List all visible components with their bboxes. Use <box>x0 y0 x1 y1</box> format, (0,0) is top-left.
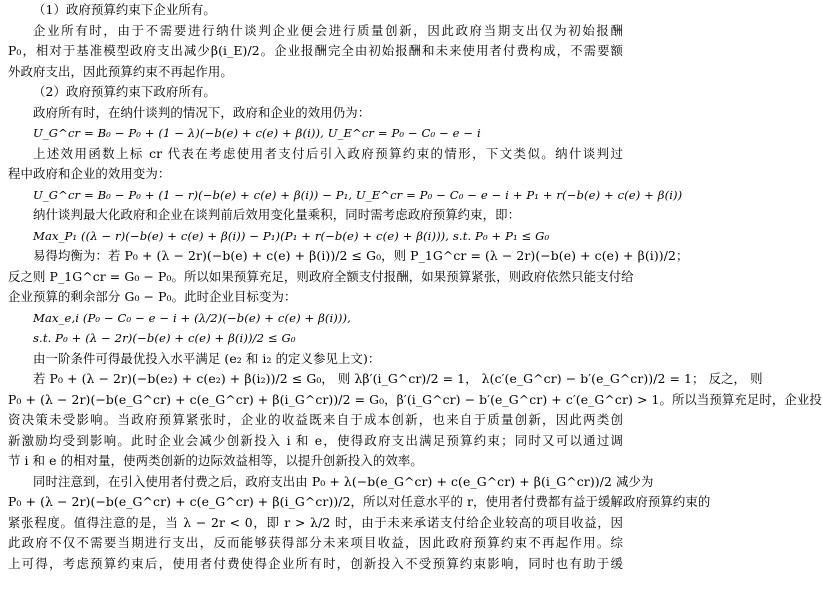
text-line: Max_e,i (P₀ − C₀ − e − i + (λ/2)(−b(e) + c(e) + β(i))), <box>33 310 351 325</box>
text-line: 由一阶条件可得最优投入水平满足 (e₂ 和 i₂ 的定义参见上文)： <box>33 350 381 366</box>
text-line: 此政府不仅不需要当期进行支出，反而能够获得部分未来项目收益，因此政府预算约束不再起作用。综 <box>8 535 623 550</box>
text-line: 资决策未受影响。当政府预算紧张时，企业的收益既来自于成本创新，也来自于质量创新，因此两类创 <box>8 412 623 427</box>
text-line: （2）政府预算约束下政府所有。 <box>33 84 216 99</box>
text-line: 纳什谈判最大化政府和企业在谈判前后效用变化量乘积，同时需考虑政府预算约束，即： <box>33 207 521 222</box>
text-line: 上可得，考虑预算约束后，使用者付费使得企业所有时，创新投入不受预算约束影响，同时也有助于缓 <box>8 555 623 571</box>
text-line: P₀ + (λ − 2r)(−b(e_G^cr) + c(e_G^cr) + β(i_G^cr))/2，所以对任意水平的 r，使用者付费都有益于缓解政府预算约束的 <box>8 494 711 509</box>
text-line: 反之则 P_1G^cr = G₀ − P₀。所以如果预算充足，则政府全额支付报酬，如果预算紧张，则政府依然只能支付给 <box>8 268 634 284</box>
text-line: 同时注意到，在引入使用者付费之后，政府支出由 P₀ + λ(−b(e_G^cr) + c(e_G^cr) + β(i_G^cr))/2 减少为 <box>33 473 654 489</box>
text-line: P₀，相对于基准模型政府支出减少β(i_E)/2。企业报酬完全由初始报酬和未来使用者付费构成，不需要额 <box>8 43 623 58</box>
text-line: P₀ + (λ − 2r)(−b(e_G^cr) + c(e_G^cr) + β(i_G^cr))/2 = G₀，β′(i_G^cr) − b′(e_G^cr) + c′(e_G^cr) > 1。所以当预算充足时，企业投 <box>8 391 822 407</box>
text-line: （1）政府预算约束下企业所有。 <box>33 2 216 17</box>
text-line: 政府所有时，在纳什谈判的情况下，政府和企业的效用仍为： <box>33 104 371 120</box>
text-line: 紧张程度。值得注意的是，当 λ − 2r < 0，即 r > λ/2 时，由于未来承诺支付给企业较高的项目收益，因 <box>8 514 623 530</box>
text-line: 若 P₀ + (λ − 2r)(−b(e₂) + c(e₂) + β(i₂))/2 ≤ G₀， 则 λβ′(i_G^cr)/2 = 1， λ(c′(e_G^cr) − b′(e_G^cr))/2 = 1； 反之， 则 <box>33 371 763 386</box>
text-line: 易得均衡为：若 P₀ + (λ − 2r)(−b(e) + c(e) + β(i))/2 ≤ G₀，则 P_1G^cr = (λ − 2r)(−b(e) + c(e) + β(i))/2； <box>33 248 689 263</box>
text-line: 上述效用函数上标 cr 代表在考虑使用者支付后引入政府预算约束的情形，下文类似。纳什谈判过 <box>33 145 623 161</box>
text-line: 企业所有时，由于不需要进行纳什谈判企业便会进行质量创新，因此政府当期支出仅为初始报酬 <box>33 22 623 38</box>
text-line: Max_P₁ ((λ − r)(−b(e) + c(e) + β(i)) − P₁)(P₁ + r(−b(e) + c(e) + β(i))), s.t. P₀ + P₁ ≤ G₀ <box>33 228 550 243</box>
text-line: 节 i 和 e 的相对量，使两类创新的边际效益相等，以提升创新投入的效率。 <box>8 453 423 468</box>
text-line: 外政府支出，因此预算约束不再起作用。 <box>8 63 233 79</box>
text-line: s.t. P₀ + (λ − 2r)(−b(e) + c(e) + β(i))/2 ≤ G₀ <box>33 331 296 345</box>
text-line: 企业预算的剩余部分 G₀ − P₀。此时企业目标变为： <box>8 289 297 304</box>
text-line: 程中政府和企业的效用变为： <box>8 166 171 181</box>
text-line: 新激励均受到影响。此时企业会减少创新投入 i 和 e，使得政府支出满足预算约束；同时又可以通过调 <box>8 432 623 448</box>
text-line: U_G^cr = B₀ − P₀ + (1 − λ)(−b(e) + c(e) + β(i)), U_E^cr = P₀ − C₀ − e − i <box>33 126 481 140</box>
text-line: U_G^cr = B₀ − P₀ + (1 − r)(−b(e) + c(e) + β(i)) − P₁, U_E^cr = P₀ − C₀ − e − i + P₁ + r(−b(e) + c(e) + β(i)) <box>33 187 683 202</box>
